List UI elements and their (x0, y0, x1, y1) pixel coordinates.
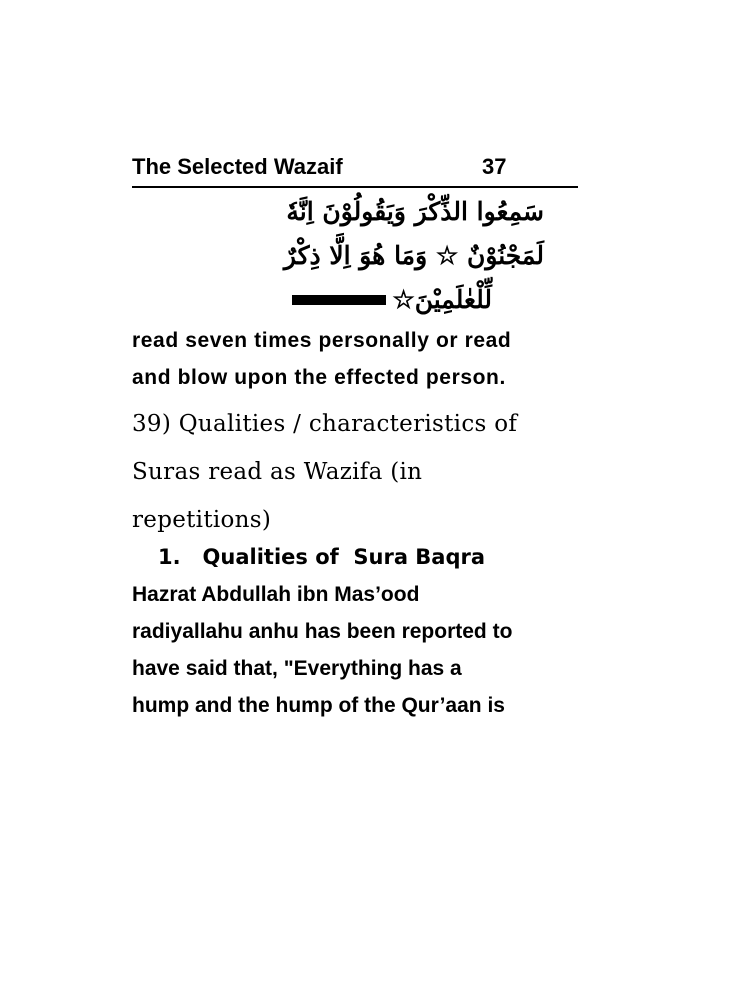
hadith-line-4: hump and the hump of the Qur’aan is (132, 694, 505, 717)
section-heading (132, 400, 602, 544)
arabic-line-3 (140, 278, 580, 322)
section-heading-line-2: Suras read as Wazifa (in (132, 459, 423, 485)
hadith-paragraph (132, 576, 592, 724)
instruction-paragraph (132, 322, 592, 396)
page-number: 37 (482, 154, 507, 179)
sura-name: Sura Baqra (353, 545, 486, 569)
instruction-line-2: and blow upon the effected person. (132, 366, 506, 389)
arabic-line-2: لَمَجْنُوْنٌ ☆ وَمَا هُوَ اِلَّا ذِكْرٌ (283, 241, 544, 270)
section-heading-line-1: 39) Qualities / characteristics of (132, 411, 518, 437)
list-number: 1. (158, 545, 181, 569)
list-item-heading (158, 540, 588, 574)
arabic-verse (140, 190, 580, 322)
hadith-line-3: have said that, "Everything has a (132, 657, 462, 680)
arabic-line-1: سَمِعُوا الذِّكْرَ وَيَقُولُوْنَ اِنَّهٗ (286, 197, 544, 226)
hadith-line-2: radiyallahu anhu has been reported to (132, 620, 513, 643)
hadith-line-1: Hazrat Abdullah ibn Mas’ood (132, 583, 420, 606)
book-title: The Selected Wazaif (132, 154, 343, 179)
black-bar-divider (292, 295, 386, 305)
page-header (132, 152, 578, 188)
section-heading-line-3: repetitions) (132, 507, 272, 533)
list-label: Qualities of (202, 545, 339, 569)
arabic-line-3-text: لِّلْعٰلَمِيْنَ (414, 285, 492, 314)
star-icon: ☆ (392, 285, 415, 314)
instruction-line-1: read seven times personally or read (132, 329, 512, 352)
